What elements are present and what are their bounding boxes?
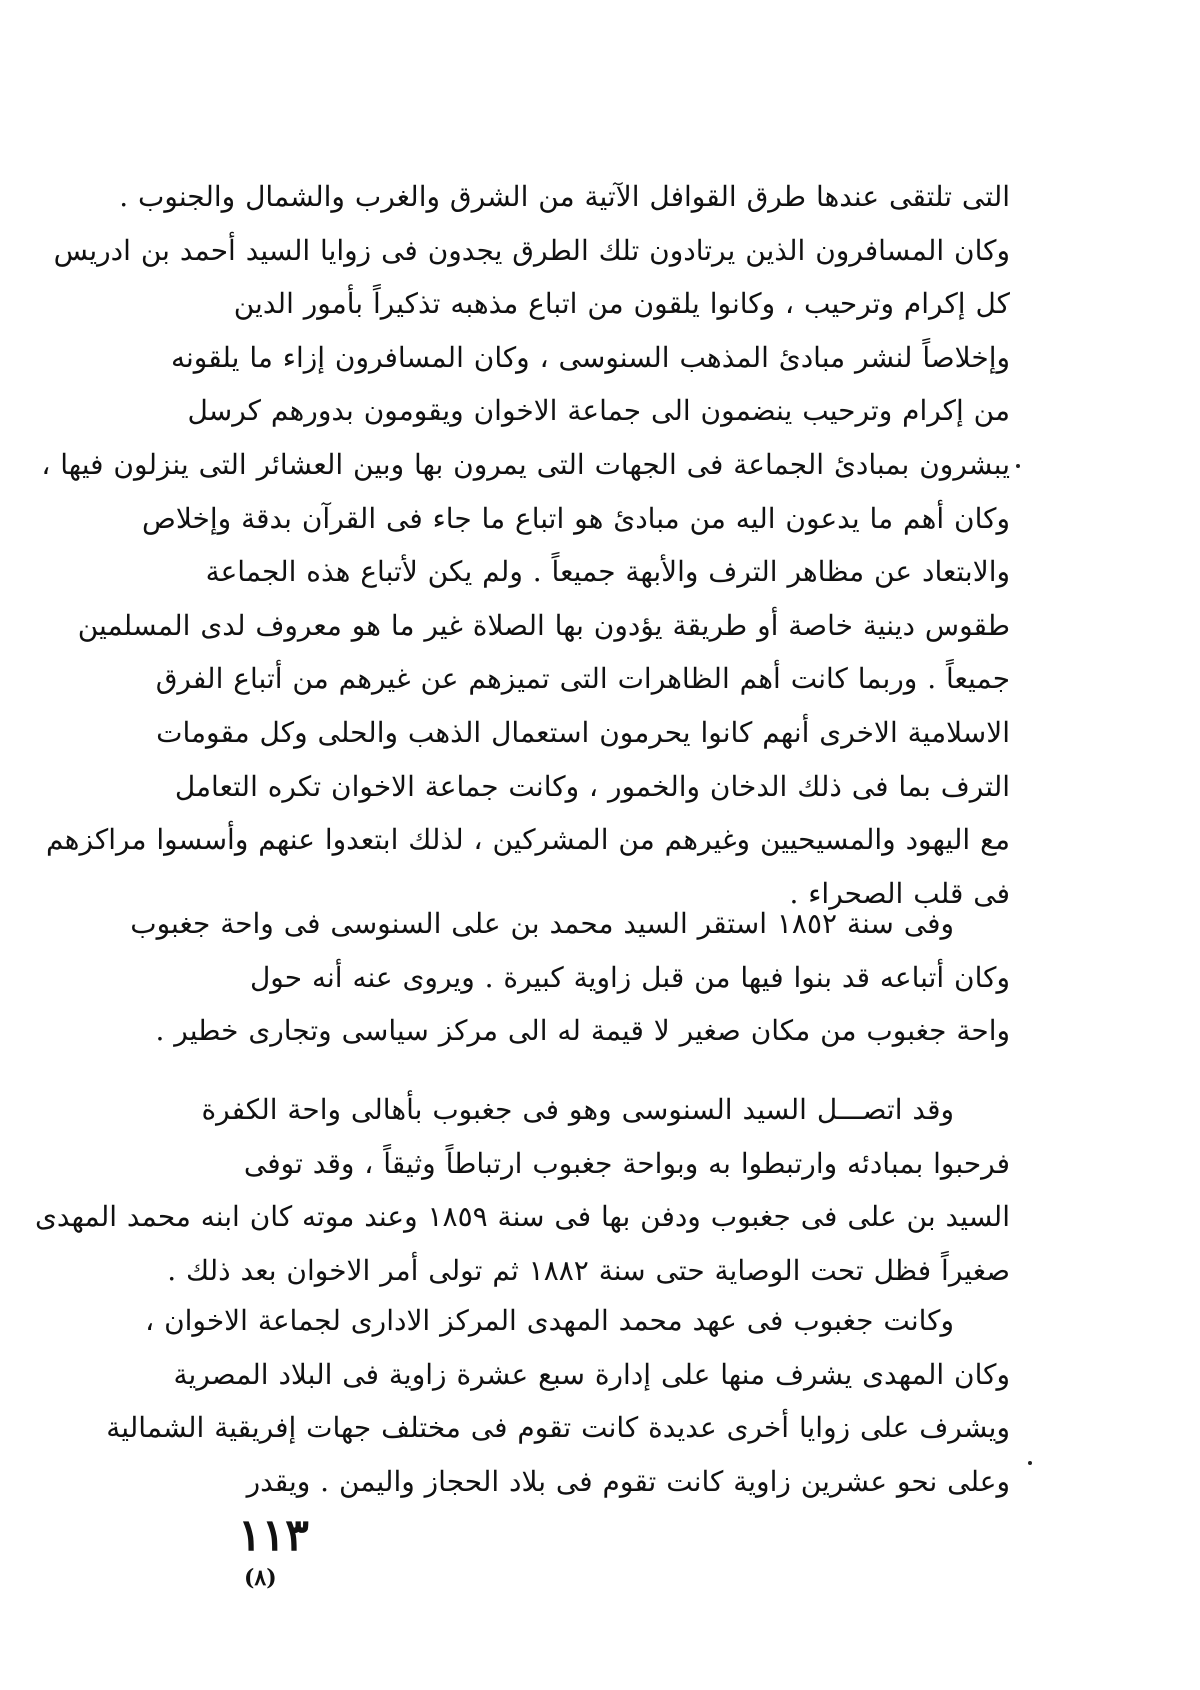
text-line: فرحبوا بمبادئه وارتبطوا به وبواحة جغبوب ارتباطاً وثيقاً ، وقد توفى	[243, 1146, 1010, 1180]
text-line: من إكرام وترحيب ينضمون الى جماعة الاخوان ويقومون بدورهم كرسل	[187, 394, 1010, 428]
text-line: السيد بن على فى جغبوب ودفن بها فى سنة ١٨٥٩ وعند موته كان ابنه محمد المهدى	[35, 1200, 1010, 1234]
text-line: وعلى نحو عشرين زاوية كانت تقوم فى بلاد الحجاز واليمن . ويقدر	[246, 1464, 1010, 1498]
text-line: مع اليهود والمسيحيين وغيرهم من المشركين ، لذلك ابتعدوا عنهم وأسسوا مراكزهم	[46, 823, 1010, 857]
text-line: وكانت جغبوب فى عهد محمد المهدى المركز الادارى لجماعة الاخوان ،	[145, 1304, 954, 1337]
paragraph-4	[106, 1294, 1010, 1508]
text-line: وكان أتباعه قد بنوا فيها من قبل زاوية كبيرة . ويروى عنه أنه حول	[249, 960, 1010, 994]
text-line: يبشرون بمبادئ الجماعة فى الجهات التى يمرون بها وبين العشائر التى ينزلون فيها ،	[41, 447, 1010, 481]
sheet-signature-mark: (٨)	[244, 1565, 277, 1591]
text-line: الاسلامية الاخرى أنهم كانوا يحرمون استعمال الذهب والحلى وكل مقومات	[156, 715, 1010, 749]
text-line: صغيراً فظل تحت الوصاية حتى سنة ١٨٨٢ ثم تولى أمر الاخوان بعد ذلك .	[167, 1253, 1010, 1287]
paragraph-1	[41, 170, 1010, 920]
text-line: وكان أهم ما يدعون اليه من مبادئ هو اتباع ما جاء فى القرآن بدقة وإخلاص	[142, 501, 1010, 535]
text-line: التى تلتقى عندها طرق القوافل الآتية من الشرق والغرب والشمال والجنوب .	[119, 180, 1010, 213]
text-line: جميعاً . وربما كانت أهم الظاهرات التى تميزهم عن غيرهم من أتباع الفرق	[155, 662, 1010, 696]
text-line: كل إكرام وترحيب ، وكانوا يلقون من اتباع مذهبه تذكيراً بأمور الدين	[233, 287, 1010, 321]
text-line: الترف بما فى ذلك الدخان والخمور ، وكانت جماعة الاخوان تكره التعامل	[174, 769, 1010, 803]
text-line: طقوس دينية خاصة أو طريقة يؤدون بها الصلاة غير ما هو معروف لدى المسلمين	[77, 608, 1010, 642]
text-line: وقد اتصـــل السيد السنوسى وهو فى جغبوب بأهالى واحة الكفرة	[201, 1093, 954, 1126]
text-line: والابتعاد عن مظاهر الترف والأبهة جميعاً . ولم يكن لأتباع هذه الجماعة	[205, 555, 1010, 589]
text-line: وفى سنة ١٨٥٢ استقر السيد محمد بن على السنوسى فى واحة جغبوب	[130, 907, 954, 940]
paragraph-2	[130, 897, 1010, 1058]
text-line: وكان المسافرون الذين يرتادون تلك الطرق يجدون فى زوايا السيد أحمد بن ادريس	[53, 233, 1010, 267]
text-line: ويشرف على زوايا أخرى عديدة كانت تقوم فى مختلف جهات إفريقية الشمالية	[106, 1411, 1010, 1445]
paragraph-3	[35, 1083, 1010, 1297]
scan-speck	[1016, 464, 1020, 468]
text-line: فى قلب الصحراء .	[789, 876, 1010, 910]
text-line: وإخلاصاً لنشر مبادئ المذهب السنوسى ، وكان المسافرون إزاء ما يلقونه	[170, 340, 1010, 374]
scan-speck	[1028, 1461, 1032, 1465]
text-line: وكان المهدى يشرف منها على إدارة سبع عشرة زاوية فى البلاد المصرية	[173, 1357, 1010, 1391]
page-number: ١١٣	[238, 1510, 309, 1561]
text-line: واحة جغبوب من مكان صغير لا قيمة له الى مركز سياسى وتجارى خطير .	[155, 1014, 1010, 1048]
